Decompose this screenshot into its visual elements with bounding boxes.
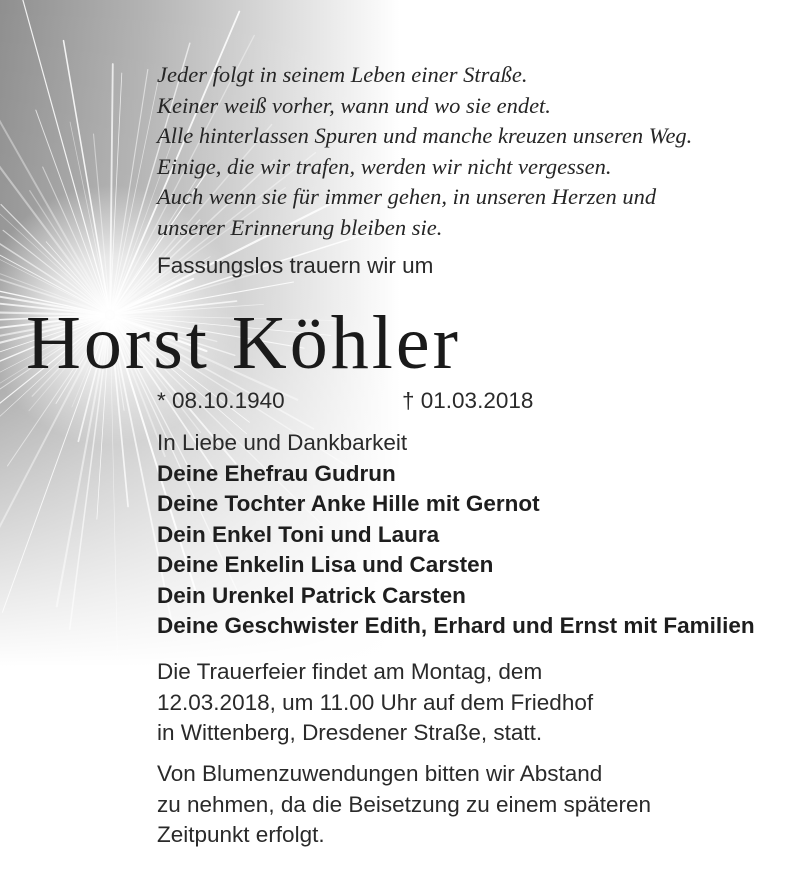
flowers-request — [157, 759, 787, 851]
family-member: Deine Tochter Anke Hille mit Gernot — [157, 491, 540, 516]
family-member: Deine Enkelin Lisa und Carsten — [157, 552, 494, 577]
funeral-info — [157, 657, 787, 749]
deceased-name: Horst Köhler — [26, 301, 461, 385]
poem-line: unserer Erinnerung bleiben sie. — [157, 214, 443, 240]
poem-line: Jeder folgt in seinem Leben einer Straße. — [157, 62, 528, 87]
funeral-line: in Wittenberg, Dresdener Straße, statt. — [157, 720, 543, 745]
family-list — [157, 428, 787, 642]
poem-line: Keiner weiß vorher, wann und wo sie endet. — [157, 92, 551, 118]
poem-line: Einige, die wir trafen, werden wir nicht vergessen. — [157, 153, 612, 179]
flowers-line: Von Blumenzuwendungen bitten wir Abstand — [157, 761, 603, 786]
memorial-poem — [157, 60, 787, 243]
flowers-line: Zeitpunkt erfolgt. — [157, 822, 325, 847]
death-date: † 01.03.2018 — [402, 388, 534, 413]
funeral-line: 12.03.2018, um 11.00 Uhr auf dem Friedhof — [157, 689, 594, 715]
flowers-line: zu nehmen, da die Beisetzung zu einem späteren — [157, 791, 652, 817]
family-member: Dein Urenkel Patrick Carsten — [157, 582, 466, 608]
family-lead: In Liebe und Dankbarkeit — [157, 430, 408, 455]
family-member: Deine Ehefrau Gudrun — [157, 460, 396, 486]
funeral-line: Die Trauerfeier findet am Montag, dem — [157, 659, 543, 684]
poem-line: Auch wenn sie für immer gehen, in unseren Herzen und — [157, 184, 657, 209]
family-member: Deine Geschwister Edith, Erhard und Ernst mit Familien — [157, 613, 755, 638]
birth-date: * 08.10.1940 — [157, 388, 285, 413]
poem-line: Alle hinterlassen Spuren und manche kreuzen unseren Weg. — [157, 123, 693, 148]
family-member: Dein Enkel Toni und Laura — [157, 521, 440, 547]
mourning-intro: Fassungslos trauern wir um — [157, 253, 434, 278]
